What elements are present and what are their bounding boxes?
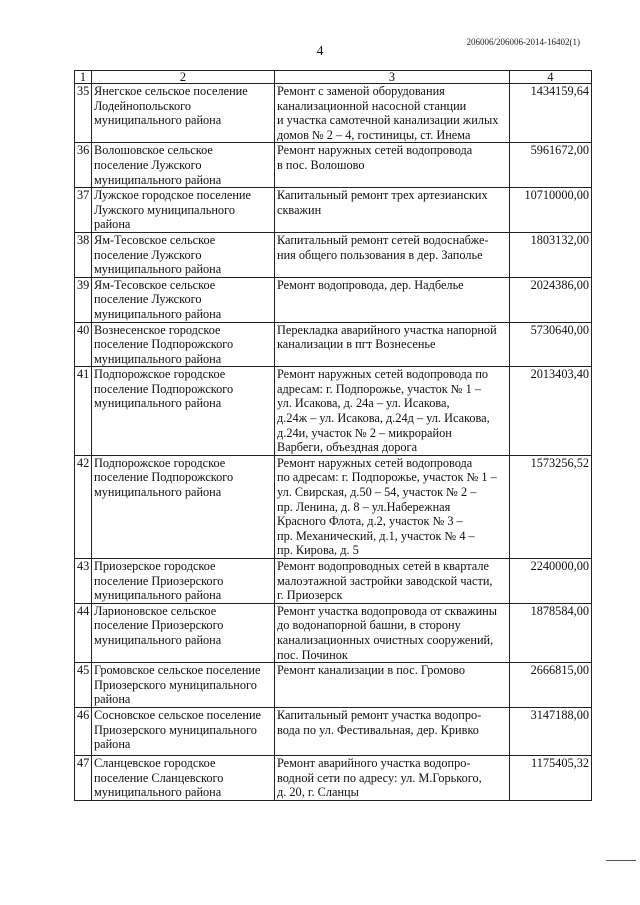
settlement-cell [92,322,275,367]
works-line: канализации в пгт Вознесенье [277,337,436,352]
works-line: пр. Ленина, д. 8 – ул.Набережная [277,499,451,514]
settlement-line: муниципального района [94,485,222,500]
settlement-line: Приозерского муниципального [94,677,257,692]
works-line: вода по ул. Фестивальная, дер. Кривко [277,722,479,737]
works-line: Капитальный ремонт трех артезианских [277,188,488,203]
works-cell [275,707,510,755]
works-line: и участка самотечной канализации жилых [277,113,499,128]
settlement-line: муниципального района [94,262,222,277]
works-line: ул. Исакова, д. 24а – ул. Исакова, [277,396,450,411]
settlement-line: поселение Лужского [94,247,202,262]
amount-cell: 2024386,00 [510,277,592,322]
amount-cell: 2240000,00 [510,559,592,604]
works-line: Варбеги, объездная дорога [277,440,418,455]
settlement-line: Громовское сельское поселение [94,663,261,678]
settlement-line: муниципального района [94,632,222,647]
table-row [75,84,592,143]
works-line: водной сети по адресу: ул. М.Горького, [277,770,482,785]
amount-cell: 2013403,40 [510,367,592,456]
column-header-works: 3 [275,71,510,84]
settlement-line: поселение Приозерского [94,573,224,588]
table-row [75,143,592,188]
works-line: Ремонт участка водопровода от скважины [277,603,498,618]
settlement-line: района [94,737,131,752]
works-line: д. 20, г. Сланцы [277,785,359,800]
settlement-cell [92,277,275,322]
settlement-line: муниципального района [94,172,222,187]
table-row [75,232,592,277]
table-body [75,84,592,801]
document-registration-number: 206006/206006-2014-16402(1) [466,37,580,47]
works-line: ул. Свирская, д.50 – 54, участок № 2 – [277,485,477,500]
works-line: ния общего пользования в дер. Заполье [277,247,483,262]
works-cell [275,322,510,367]
settlement-line: муниципального района [94,113,222,128]
works-cell [275,755,510,800]
works-line: Капитальный ремонт участка водопро- [277,707,482,722]
works-line: пос. Починок [277,647,348,662]
settlement-cell [92,663,275,708]
column-header-settlement: 2 [92,71,275,84]
settlement-line: поселение Сланцевского [94,770,224,785]
works-line: малоэтажной застройки заводской части, [277,573,493,588]
settlement-cell [92,143,275,188]
amount-cell: 1878584,00 [510,603,592,662]
table-row [75,755,592,800]
settlement-line: Сосновское сельское поселение [94,707,261,722]
settlement-line: Ям-Тесовское сельское [94,232,216,247]
settlement-line: поселение Подпорожского [94,381,234,396]
works-line: в пос. Волошово [277,157,365,172]
works-cell [275,232,510,277]
settlement-line: поселение Подпорожского [94,470,234,485]
row-number: 46 [75,707,92,755]
works-line: Ремонт с заменой оборудования [277,84,445,98]
works-line: домов № 2 – 4, гостиницы, ст. Инема [277,127,471,142]
settlement-cell [92,84,275,143]
works-cell [275,663,510,708]
settlement-line: Лужское городское поселение [94,188,251,203]
settlement-line: поселение Лужского [94,157,202,172]
projects-table [74,70,592,801]
works-cell [275,84,510,143]
settlement-line: Волошовское сельское [94,143,213,158]
table-row [75,322,592,367]
settlement-line: Подпорожское городское [94,455,226,470]
settlement-line: поселение Подпорожского [94,337,234,352]
works-line: адресам: г. Подпорожье, участок № 1 – [277,381,481,396]
works-line: Ремонт канализации в пос. Громово [277,663,466,678]
amount-cell: 2666815,00 [510,663,592,708]
settlement-line: муниципального района [94,396,222,411]
column-header-amount: 4 [510,71,592,84]
works-line: Ремонт наружных сетей водопровода по [277,367,489,382]
table-row [75,707,592,755]
settlement-line: поселение Приозерского [94,618,224,633]
settlement-line: Ям-Тесовское сельское [94,277,216,292]
table-row [75,188,592,233]
settlement-line: Приозерского муниципального [94,722,257,737]
works-cell [275,455,510,558]
settlement-line: Лужского муниципального [94,202,235,217]
settlement-line: Сланцевское городское [94,755,216,770]
table-row [75,559,592,604]
works-cell [275,603,510,662]
works-cell [275,188,510,233]
table-row [75,603,592,662]
page-number: 4 [316,44,324,59]
works-line: по адресам: г. Подпорожье, участок № 1 – [277,470,497,485]
settlement-cell [92,755,275,800]
row-number: 36 [75,143,92,188]
row-number: 43 [75,559,92,604]
works-line: Капитальный ремонт сетей водоснабже- [277,232,489,247]
settlement-line: Вознесенское городское [94,322,221,337]
settlement-line: муниципального района [94,306,222,321]
works-cell [275,559,510,604]
table-row [75,455,592,558]
works-line: Ремонт наружных сетей водопровода [277,455,473,470]
settlement-cell [92,367,275,456]
works-cell [275,143,510,188]
settlement-cell [92,707,275,755]
row-number: 37 [75,188,92,233]
settlement-line: Приозерское городское [94,559,216,573]
table-row [75,663,592,708]
row-number: 47 [75,755,92,800]
works-line: Ремонт наружных сетей водопровода [277,143,473,158]
works-line: Ремонт водопроводных сетей в квартале [277,559,489,573]
row-number: 41 [75,367,92,456]
amount-cell: 3147188,00 [510,707,592,755]
table-header-row [75,71,592,84]
works-line: Красного Флота, д.2, участок № 3 – [277,514,463,529]
amount-cell: 10710000,00 [510,188,592,233]
row-number: 35 [75,84,92,143]
amount-cell: 1803132,00 [510,232,592,277]
amount-cell: 5730640,00 [510,322,592,367]
table-row [75,277,592,322]
works-cell [275,277,510,322]
amount-cell: 5961672,00 [510,143,592,188]
works-line: пр. Кирова, д. 5 [277,543,359,558]
column-header-number: 1 [75,71,92,84]
row-number: 39 [75,277,92,322]
settlement-line: муниципального района [94,351,222,366]
row-number: 38 [75,232,92,277]
row-number: 45 [75,663,92,708]
works-line: д.24и, участок № 2 – микрорайон [277,425,452,440]
settlement-cell [92,188,275,233]
amount-cell: 1434159,64 [510,84,592,143]
settlement-line: Лодейнопольского [94,98,192,113]
settlement-line: Янегское сельское поселение [94,84,248,98]
settlement-cell [92,232,275,277]
settlement-line: муниципального района [94,785,222,800]
scan-edge-mark [606,860,636,861]
row-number: 44 [75,603,92,662]
works-line: Ремонт водопровода, дер. Надбелье [277,277,464,292]
works-line: пр. Механический, д.1, участок № 4 – [277,528,475,543]
works-line: Перекладка аварийного участка напорной [277,322,497,337]
works-line: г. Приозерск [277,588,343,603]
settlement-line: поселение Лужского [94,292,202,307]
row-number: 40 [75,322,92,367]
works-cell [275,367,510,456]
works-line: канализационных очистных сооружений, [277,632,494,647]
table-row [75,367,592,456]
amount-cell: 1573256,52 [510,455,592,558]
settlement-cell [92,455,275,558]
settlement-line: Ларионовское сельское [94,603,217,618]
works-line: Ремонт аварийного участка водопро- [277,755,471,770]
row-number: 42 [75,455,92,558]
settlement-cell [92,603,275,662]
settlement-line: района [94,692,131,707]
settlement-line: Подпорожское городское [94,367,226,382]
settlement-line: муниципального района [94,588,222,603]
settlement-line: района [94,217,131,232]
works-line: до водонапорной башни, в сторону [277,618,461,633]
works-line: скважин [277,202,322,217]
amount-cell: 1175405,32 [510,755,592,800]
works-line: д.24ж – ул. Исакова, д.24д – ул. Исакова, [277,411,490,426]
works-line: канализационной насосной станции [277,98,467,113]
settlement-cell [92,559,275,604]
